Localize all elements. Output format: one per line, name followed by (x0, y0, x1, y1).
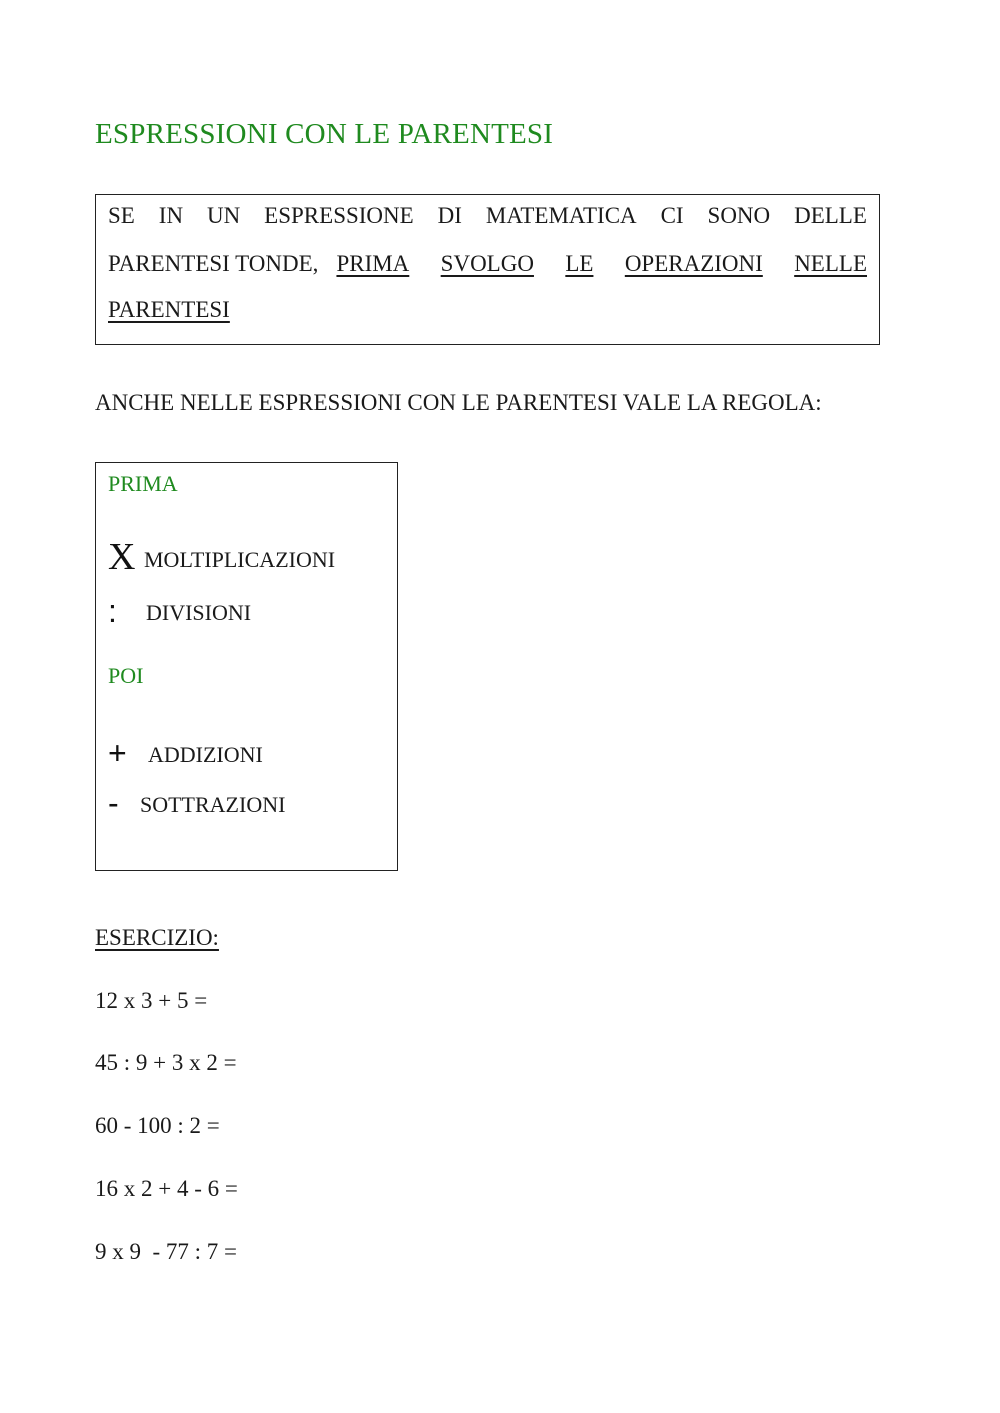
rule-word: CI (660, 203, 684, 228)
subtraction-item (108, 785, 285, 822)
operation-label: MOLTIPLICAZIONI (144, 547, 336, 572)
division-item (108, 593, 251, 630)
exercise-line: 60 - 100 : 2 = (95, 1113, 220, 1138)
operation-label: ADDIZIONI (148, 742, 263, 767)
divide-icon: : (108, 593, 117, 629)
multiplication-item (108, 535, 335, 579)
rule-box (95, 194, 880, 345)
minus-icon: - (108, 785, 119, 821)
then-label: POI (108, 663, 144, 688)
rule-word: SE (108, 203, 135, 228)
rule-word: ESPRESSIONE (264, 203, 414, 228)
multiply-icon: X (108, 536, 136, 578)
rule-text-plain: PARENTESI TONDE, (108, 251, 319, 276)
rule-line-3 (108, 297, 867, 323)
rule-word: DELLE (794, 203, 867, 228)
rule-line-2 (108, 251, 867, 277)
plus-icon: + (108, 735, 127, 771)
first-label: PRIMA (108, 471, 178, 496)
rule-word: MATEMATICA (485, 203, 637, 228)
rule-word: DI (437, 203, 462, 228)
rule-word: UN (207, 203, 241, 228)
exercise-line: 16 x 2 + 4 - 6 = (95, 1176, 238, 1201)
operation-label: SOTTRAZIONI (140, 792, 286, 817)
exercise-line: 45 : 9 + 3 x 2 = (95, 1050, 237, 1075)
rule-word: LE (565, 251, 594, 276)
exercise-line: 12 x 3 + 5 = (95, 988, 208, 1013)
rule-word: SONO (707, 203, 771, 228)
exercise-heading: ESERCIZIO: (95, 925, 219, 950)
rule-word: NELLE (794, 251, 867, 276)
addition-item (108, 735, 263, 772)
rule-word: IN (158, 203, 184, 228)
rule-line-1 (108, 203, 867, 229)
rule-word: SVOLGO (440, 251, 534, 276)
exercise-line: 9 x 9 - 77 : 7 = (95, 1239, 238, 1264)
operation-label: DIVISIONI (146, 600, 252, 625)
rule-text-underlined: PARENTESI (108, 297, 230, 322)
rule-word: OPERAZIONI (624, 251, 763, 276)
rule-word: PRIMA (336, 251, 410, 276)
order-of-operations-box (95, 462, 398, 871)
rule-text-underlined (336, 251, 867, 277)
intro-text: ANCHE NELLE ESPRESSIONI CON LE PARENTESI VALE LA REGOLA: (95, 390, 822, 415)
page-title: ESPRESSIONI CON LE PARENTESI (95, 118, 554, 150)
